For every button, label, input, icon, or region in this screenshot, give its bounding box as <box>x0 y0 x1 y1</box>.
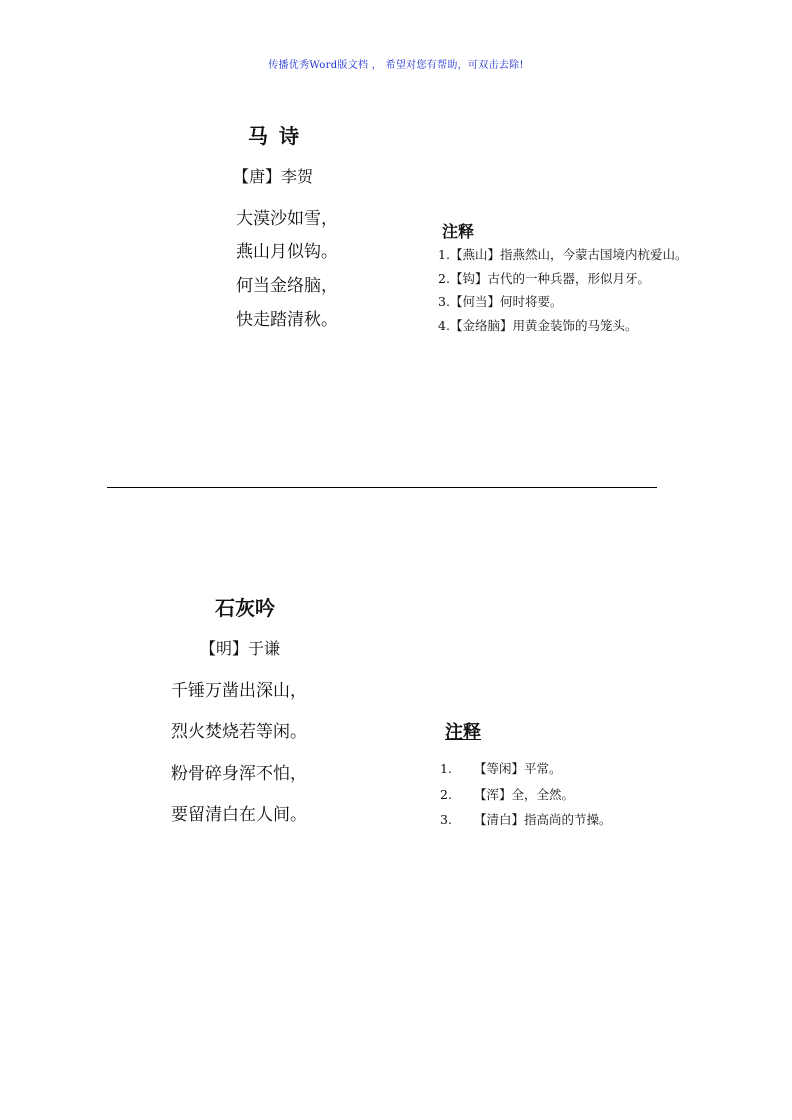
note-number: 2. <box>438 271 450 286</box>
note-number: 1. <box>438 247 450 262</box>
note-text: 【燕山】指燕然山，今蒙古国境内杭爱山。 <box>449 247 688 262</box>
poem2-line: 烈火焚烧若等闲。 <box>171 722 307 742</box>
poem1-line: 大漠沙如雪， <box>236 209 338 229</box>
note-text: 【等闲】平常。 <box>474 761 562 776</box>
note-text: 【金络脑】用黄金装饰的马笼头。 <box>449 318 638 333</box>
note-number: 3. <box>438 294 450 309</box>
poem1-title: 马 诗 <box>248 124 301 148</box>
poem1-notes-title: 注释 <box>442 222 475 241</box>
poem2-line: 粉骨碎身浑不怕， <box>171 764 307 784</box>
poem1-note <box>438 316 637 334</box>
poem1-line: 燕山月似钩。 <box>236 242 338 262</box>
poem2-line: 要留清白在人间。 <box>171 805 307 825</box>
poem1-note <box>438 269 650 287</box>
poem1-note <box>438 245 687 263</box>
note-number: 3. <box>440 812 452 827</box>
note-number: 2. <box>440 787 452 802</box>
poem2-title: 石灰吟 <box>215 596 275 620</box>
poem1-line: 快走踏清秋。 <box>236 310 338 330</box>
poem1-author: 【唐】李贺 <box>233 167 314 186</box>
note-text: 【钩】古代的一种兵器，形似月牙。 <box>449 271 650 286</box>
poem2-note <box>440 759 562 777</box>
poem1-line: 何当金络脑， <box>236 276 338 296</box>
poem2-author: 【明】于谦 <box>200 639 281 658</box>
note-text: 【何当】何时将要。 <box>449 294 563 309</box>
poem2-line: 千锤万凿出深山， <box>171 681 307 701</box>
poem2-note <box>440 810 612 828</box>
section-divider <box>107 487 657 488</box>
poem2-notes-title: 注释 <box>445 722 481 743</box>
note-text: 【浑】全，全然。 <box>474 787 575 802</box>
note-number: 1. <box>440 761 452 776</box>
note-number: 4. <box>438 318 450 333</box>
poem2-note <box>440 785 574 803</box>
poem1-note <box>438 292 562 310</box>
note-text: 【清白】指高尚的节操。 <box>474 812 612 827</box>
document-banner: 传播优秀Word版文档 ， 希望对您有帮助，可双击去除! <box>268 60 524 71</box>
